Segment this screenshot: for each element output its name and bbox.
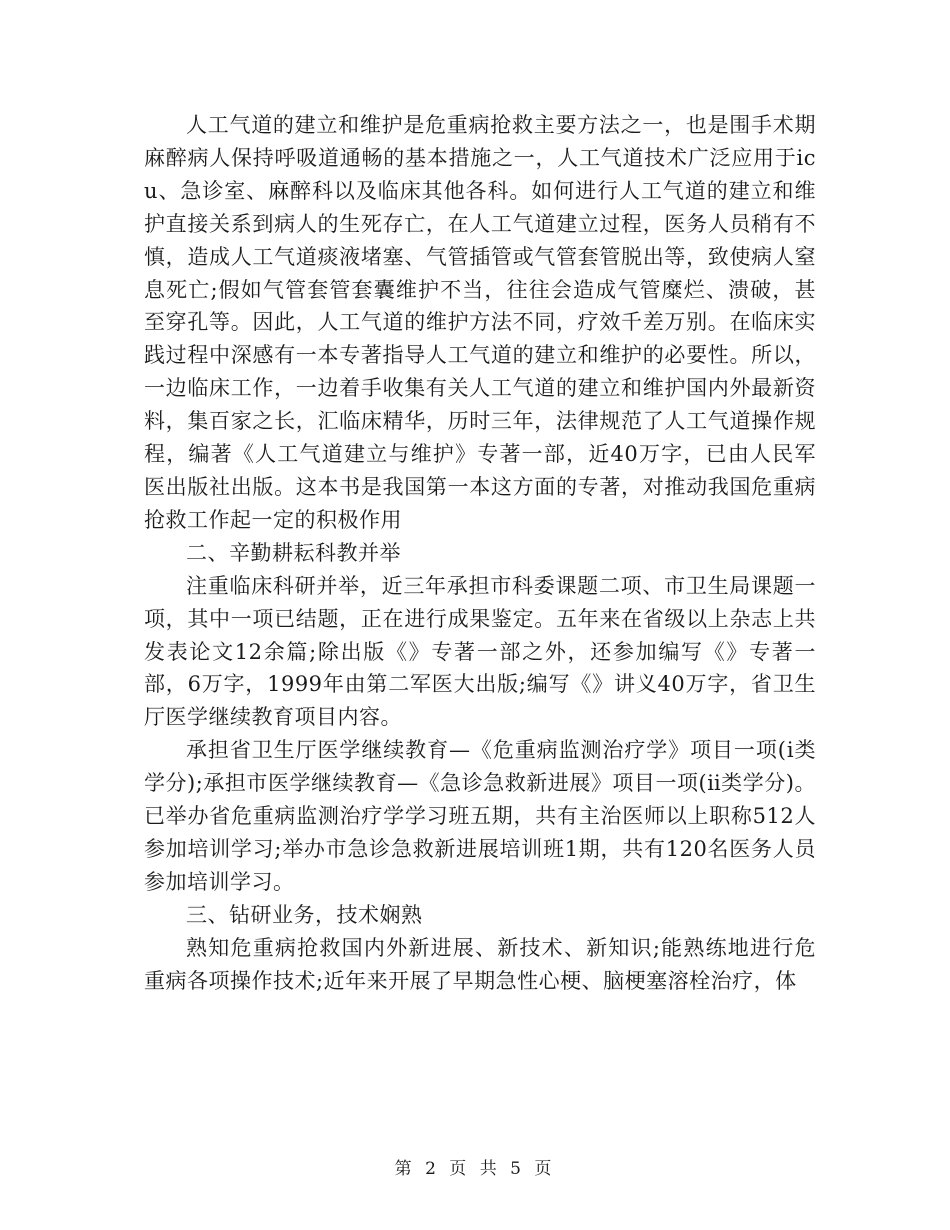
paragraph-skills: 熟知危重病抢救国内外新进展、新技术、新知识;能熟练地进行危重病各项操作技术;近年来开展了早期急性心梗、脑梗塞溶栓治疗，体 bbox=[144, 935, 816, 993]
section-heading-research-teaching: 二、辛勤耕耘科教并举 bbox=[186, 540, 401, 565]
paragraph-continuing-education: 承担省卫生厅医学继续教育—《危重病监测治疗学》项目一项(ⅰ类学分);承担市医学继续教育—《急诊急救新进展》项目一项(ⅱ类学分)。已举办省危重病监测治疗学学习班五期，共有主治医师以上职称512人参加培训学习;举办市急诊急救新进展培训班1期，共有120名医务人员参加培训学习。 bbox=[144, 738, 816, 894]
section-heading-skills: 三、钻研业务，技术娴熟 bbox=[186, 902, 423, 927]
page-number-footer: 第 2 页 共 5 页 bbox=[394, 1159, 556, 1179]
paragraph-artificial-airway: 人工气道的建立和维护是危重病抢救主要方法之一，也是围手术期麻醉病人保持呼吸道通畅的基本措施之一，人工气道技术广泛应用于icu、急诊室、麻醉科以及临床其他各科。如何进行人工气道的建立和维护直接关系到病人的生死存亡，在人工气道建立过程，医务人员稍有不慎，造成人工气道痰液堵塞、气管插管或气管套管脱出等，致使病人窒息死亡;假如气管套管套囊维护不当，往往会造成气管糜烂、溃破，甚至穿孔等。因此，人工气道的维护方法不同，疗效千差万别。在临床实践过程中深感有一本专著指导人工气道的建立和维护的必要性。所以，一边临床工作，一边着手收集有关人工气道的建立和维护国内外最新资料，集百家之长，汇临床精华，历时三年，法律规范了人工气道操作规程，编著《人工气道建立与维护》专著一部，近40万字，已由人民军医出版社出版。这本书是我国第一本这方面的专著，对推动我国危重病抢救工作起一定的积极作用 bbox=[144, 113, 816, 532]
document-body bbox=[144, 109, 816, 997]
paragraph-research: 注重临床科研并举，近三年承担市科委课题二项、市卫生局课题一项，其中一项已结题，正在进行成果鉴定。五年来在省级以上杂志上共发表论文12余篇;除出版《》专著一部之外，还参加编写《》专著一部，6万字，1999年由第二军医大出版;编写《》讲义40万字，省卫生厅医学继续教育项目内容。 bbox=[144, 573, 816, 730]
